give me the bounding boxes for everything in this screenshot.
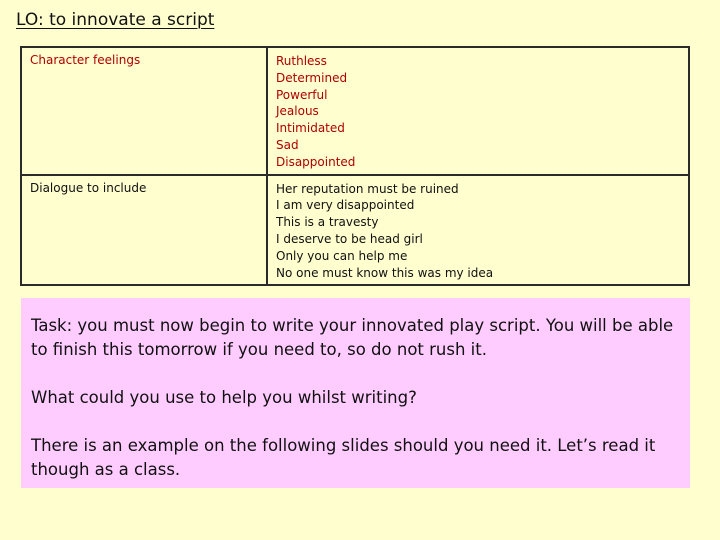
feeling-item: Sad <box>276 137 299 152</box>
dialogue-item: I am very disappointed <box>276 198 415 213</box>
character-feelings-list <box>267 47 689 175</box>
row-label-character-feelings: Character feelings <box>21 47 267 175</box>
feeling-item: Jealous <box>276 104 319 119</box>
feeling-item: Determined <box>276 70 348 85</box>
table-row-dialogue <box>21 175 689 286</box>
dialogue-item: This is a travesty <box>276 215 379 230</box>
feeling-item: Disappointed <box>276 154 356 169</box>
row-label-dialogue: Dialogue to include <box>21 175 267 286</box>
page-title: LO: to innovate a script <box>16 10 215 30</box>
feeling-item: Intimidated <box>276 121 345 136</box>
dialogue-list <box>267 175 689 286</box>
task-question: What could you use to help you whilst writing? <box>31 388 417 407</box>
feeling-item: Ruthless <box>276 54 327 68</box>
task-box <box>21 298 690 488</box>
dialogue-item: I deserve to be head girl <box>276 231 423 246</box>
planning-table <box>20 46 690 286</box>
task-instruction: Task: you must now begin to write your innovated play script. You will be able to finish this tomorrow if you need to, so do not rush it. <box>31 316 674 359</box>
task-example-note: There is an example on the following slides should you need it. Let’s read it though as a class. <box>31 436 656 479</box>
table-row-character-feelings <box>21 47 689 175</box>
dialogue-item: Only you can help me <box>276 248 408 263</box>
dialogue-item: No one must know this was my idea <box>276 265 494 280</box>
feeling-item: Powerful <box>276 87 328 102</box>
dialogue-item: Her reputation must be ruined <box>276 181 459 196</box>
